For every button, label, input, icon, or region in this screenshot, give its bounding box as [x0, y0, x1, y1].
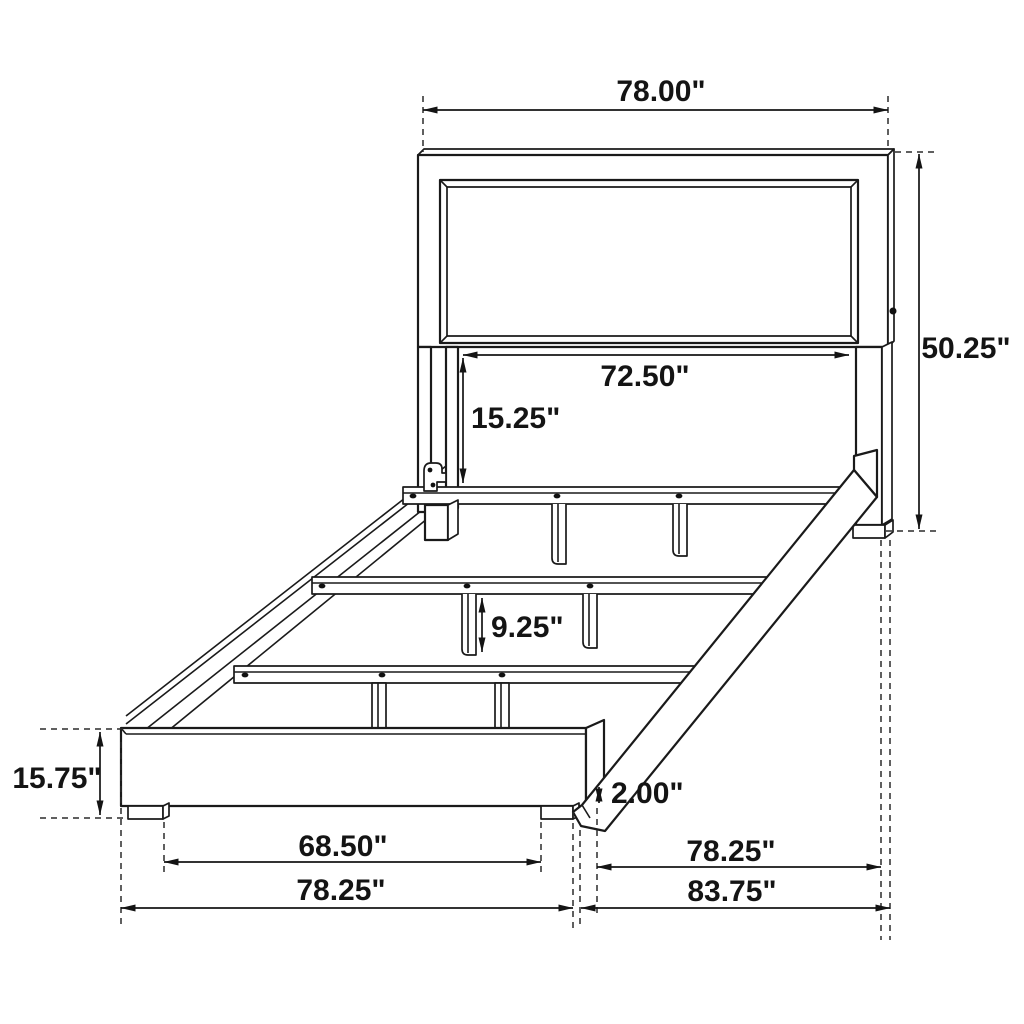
- headboard-panel-inner: [447, 187, 851, 336]
- dimension-label: 72.50": [600, 360, 690, 393]
- screw-dot: [410, 494, 417, 499]
- footboard-right-foot: [541, 806, 573, 819]
- screw-dot: [587, 584, 594, 589]
- footboard-left-foot: [128, 806, 163, 819]
- headboard-side-face: [888, 149, 894, 347]
- bracket-screw-dot: [431, 483, 436, 488]
- slat-leg: [462, 594, 476, 655]
- screw-dot: [319, 584, 326, 589]
- dim-slat-leg-height: [482, 598, 564, 652]
- dimension-label: 15.25": [471, 402, 561, 435]
- slat-rail-top-band: [403, 487, 843, 504]
- slat-leg: [673, 504, 687, 556]
- right-leg-pad: [853, 525, 885, 538]
- slat-rail-bottom: [234, 666, 700, 735]
- footboard-left-foot-side: [163, 803, 169, 819]
- slat-rail-bottom-band: [234, 666, 700, 683]
- dim-between-feet: [164, 822, 541, 872]
- dimension-label: 78.25": [686, 835, 776, 868]
- dimension-label: 68.50": [298, 830, 388, 863]
- headboard-left-leg-foot: [425, 500, 458, 540]
- dim-panel-width: [463, 355, 849, 393]
- dim-footboard-height: [12, 729, 123, 818]
- dimension-label: 83.75": [687, 875, 777, 908]
- dimension-label: 9.25": [491, 611, 564, 644]
- slat-rail-middle-band: [312, 577, 767, 594]
- screw-dot: [242, 673, 249, 678]
- left-leg-back-strip: [446, 347, 458, 508]
- slat-leg: [583, 594, 597, 648]
- right-leg-side: [882, 342, 892, 525]
- dimension-label: 15.75": [12, 762, 102, 795]
- screw-dot: [464, 584, 471, 589]
- dimension-label: 2.00": [611, 777, 684, 810]
- bracket-screw-dot: [428, 468, 433, 473]
- left-leg-foot-front: [425, 505, 448, 540]
- dim-headboard-height: [886, 152, 1011, 531]
- screw-dot: [499, 673, 506, 678]
- dim-overall-length: [580, 540, 890, 940]
- right-side-rail: [573, 450, 877, 831]
- slat-rail-top: [403, 487, 843, 564]
- slat-leg: [552, 504, 566, 564]
- dim-rail-thickness: [599, 777, 684, 810]
- left-leg-foot-side: [448, 500, 458, 540]
- left-rail-edge-4: [141, 496, 455, 753]
- left-rail-edge-3: [131, 484, 455, 741]
- dim-panel-to-slat: [463, 358, 560, 483]
- dim-top-width: [423, 75, 888, 152]
- screw-dot: [676, 494, 683, 499]
- headboard-side-knob: [890, 308, 897, 315]
- headboard: [418, 149, 897, 347]
- dimension-label: 50.25": [921, 332, 1011, 365]
- dimension-label: 78.25": [296, 874, 386, 907]
- left-rail-edge-2: [126, 467, 455, 724]
- footboard: [121, 720, 604, 819]
- dimension-label: 78.00": [616, 75, 706, 108]
- screw-dot: [379, 673, 386, 678]
- screw-dot: [554, 494, 561, 499]
- footboard-front-face: [121, 728, 586, 806]
